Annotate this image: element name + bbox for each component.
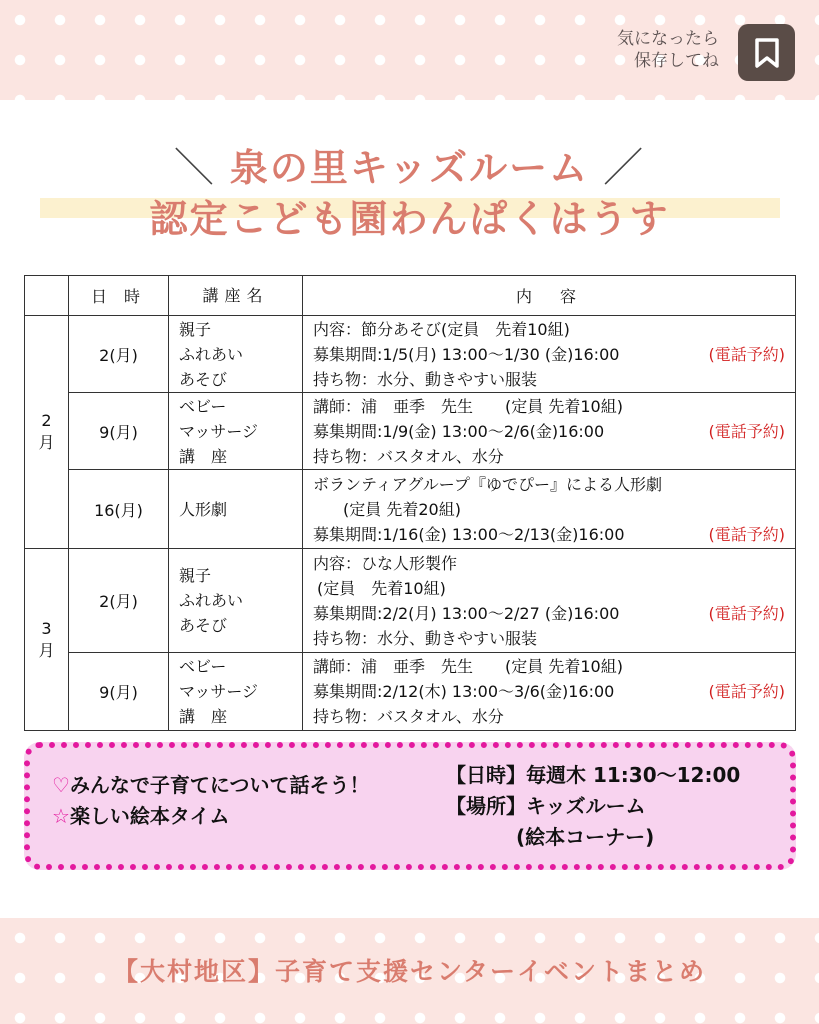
content-line: 募集期間:1/5(月) 13:00〜1/30 (金)16:00 [313,344,620,364]
content-line: 募集期間:1/9(金) 13:00〜2/6(金)16:00 [313,421,605,441]
event-place-detail: (絵本コーナー) [516,825,655,849]
course-name-line: ふれあい [179,591,244,610]
course-name-line: マッサージ [179,682,259,701]
save-hint [617,28,719,72]
picture-book-line [52,801,370,832]
title-line1-row [0,140,819,191]
course-name-line: 親子 [179,566,212,585]
content-line: 内容：ひな人形製作 [313,553,458,573]
content-line: (定員 先着10組) [317,578,446,598]
month-label: 2月 [38,411,55,452]
course-name-cell [169,653,303,731]
table-row [25,653,796,731]
content-line-with-note [313,601,795,626]
content-cell [303,316,796,393]
content-line: 募集期間:2/2(月) 13:00〜2/27 (金)16:00 [313,603,620,623]
course-name-line: マッサージ [179,421,259,441]
title-line1: 泉の里キッズルーム [229,145,590,190]
course-name-line: あそび [179,616,228,635]
month-cell-mar [25,549,69,731]
date-cell: 2(月) [69,549,169,653]
weekly-event-right [446,760,740,853]
course-name-cell [169,316,303,393]
picture-book-text: 楽しい絵本タイム [69,804,230,828]
star-icon: ☆ [52,804,70,828]
date-cell: 9(月) [69,653,169,731]
slash-decoration: ／ [603,144,646,191]
table-row [25,393,796,470]
footer-caption: 【大村地区】子育て支援センターイベントまとめ [112,957,706,986]
save-hint-line2: 保存してね [634,51,719,71]
bookmark-button[interactable] [738,24,795,81]
content-line: 募集期間:2/12(木) 13:00〜3/6(金)16:00 [313,682,615,701]
weekly-event-left [52,770,370,832]
backslash-decoration: ＼ [173,144,216,191]
table-row [25,549,796,653]
course-name-cell [169,549,303,653]
content-cell [303,470,796,549]
content-line: 募集期間:1/16(金) 13:00〜2/13(金)16:00 [313,524,625,544]
save-hint-line1: 気になったら [617,29,719,49]
course-name-line: 講 座 [179,446,228,466]
event-place: 【場所】キッズルーム [446,794,646,818]
content-line: (定員 先着20組) [343,499,461,519]
bookmark-icon [754,38,780,68]
date-cell: 9(月) [69,393,169,470]
content-line: 講師：浦 亜季 先生 (定員 先着10組) [313,657,623,676]
course-name-cell [169,470,303,549]
header-content: 内 容 [303,276,796,316]
talk-line [52,770,370,801]
course-name-line: 講 座 [179,707,228,726]
header-blank [25,276,69,316]
phone-reservation-note: (電話予約) [708,421,785,441]
heart-icon: ♡ [52,773,70,797]
header-course: 講座名 [169,276,303,316]
content-line: 内容：節分あそび(定員 先着10組) [313,319,570,339]
course-name-line: ふれあい [179,344,244,364]
course-name-line: 人形劇 [179,499,228,519]
content-line-with-note [313,419,795,444]
content-line-with-note [313,679,795,704]
schedule-table [24,275,796,731]
course-name-cell [169,393,303,470]
content-line: 持ち物：バスタオル、水分 [313,446,504,466]
content-line: 持ち物：バスタオル、水分 [313,707,504,726]
content-line-with-note [313,522,795,547]
phone-reservation-note: (電話予約) [708,682,785,701]
content-line: 講師：浦 亜季 先生 (定員 先着10組) [313,396,623,416]
course-name-line: ベビー [179,657,227,676]
content-line: ボランティアグループ『ゆでぴー』による人形劇 [313,474,662,494]
title-block [0,140,819,241]
content-cell [303,393,796,470]
content-line: 持ち物：水分、動きやすい服装 [313,369,538,389]
event-datetime: 【日時】毎週木 11:30〜12:00 [446,763,741,787]
month-cell-feb [25,316,69,549]
content-panel [0,100,819,918]
title-line2: 認定こども園わんぱくはうす [149,197,670,241]
table-row [25,470,796,549]
phone-reservation-note: (電話予約) [708,344,785,364]
phone-reservation-note: (電話予約) [708,524,785,544]
date-cell: 2(月) [69,316,169,393]
course-name-line: あそび [179,369,228,389]
content-cell [303,549,796,653]
content-cell [303,653,796,731]
weekly-event-box [24,742,796,870]
content-line: 持ち物：水分、動きやすい服装 [313,628,538,648]
table-header-row [25,276,796,316]
table-row [25,316,796,393]
course-name-line: ベビー [179,396,227,416]
talk-text: みんなで子育てについて話そう！ [69,773,370,797]
header-date: 日 時 [69,276,169,316]
date-cell: 16(月) [69,470,169,549]
course-name-line: 親子 [179,319,212,339]
month-label: 3月 [38,618,55,660]
content-line-with-note [313,342,795,367]
phone-reservation-note: (電話予約) [708,603,785,623]
